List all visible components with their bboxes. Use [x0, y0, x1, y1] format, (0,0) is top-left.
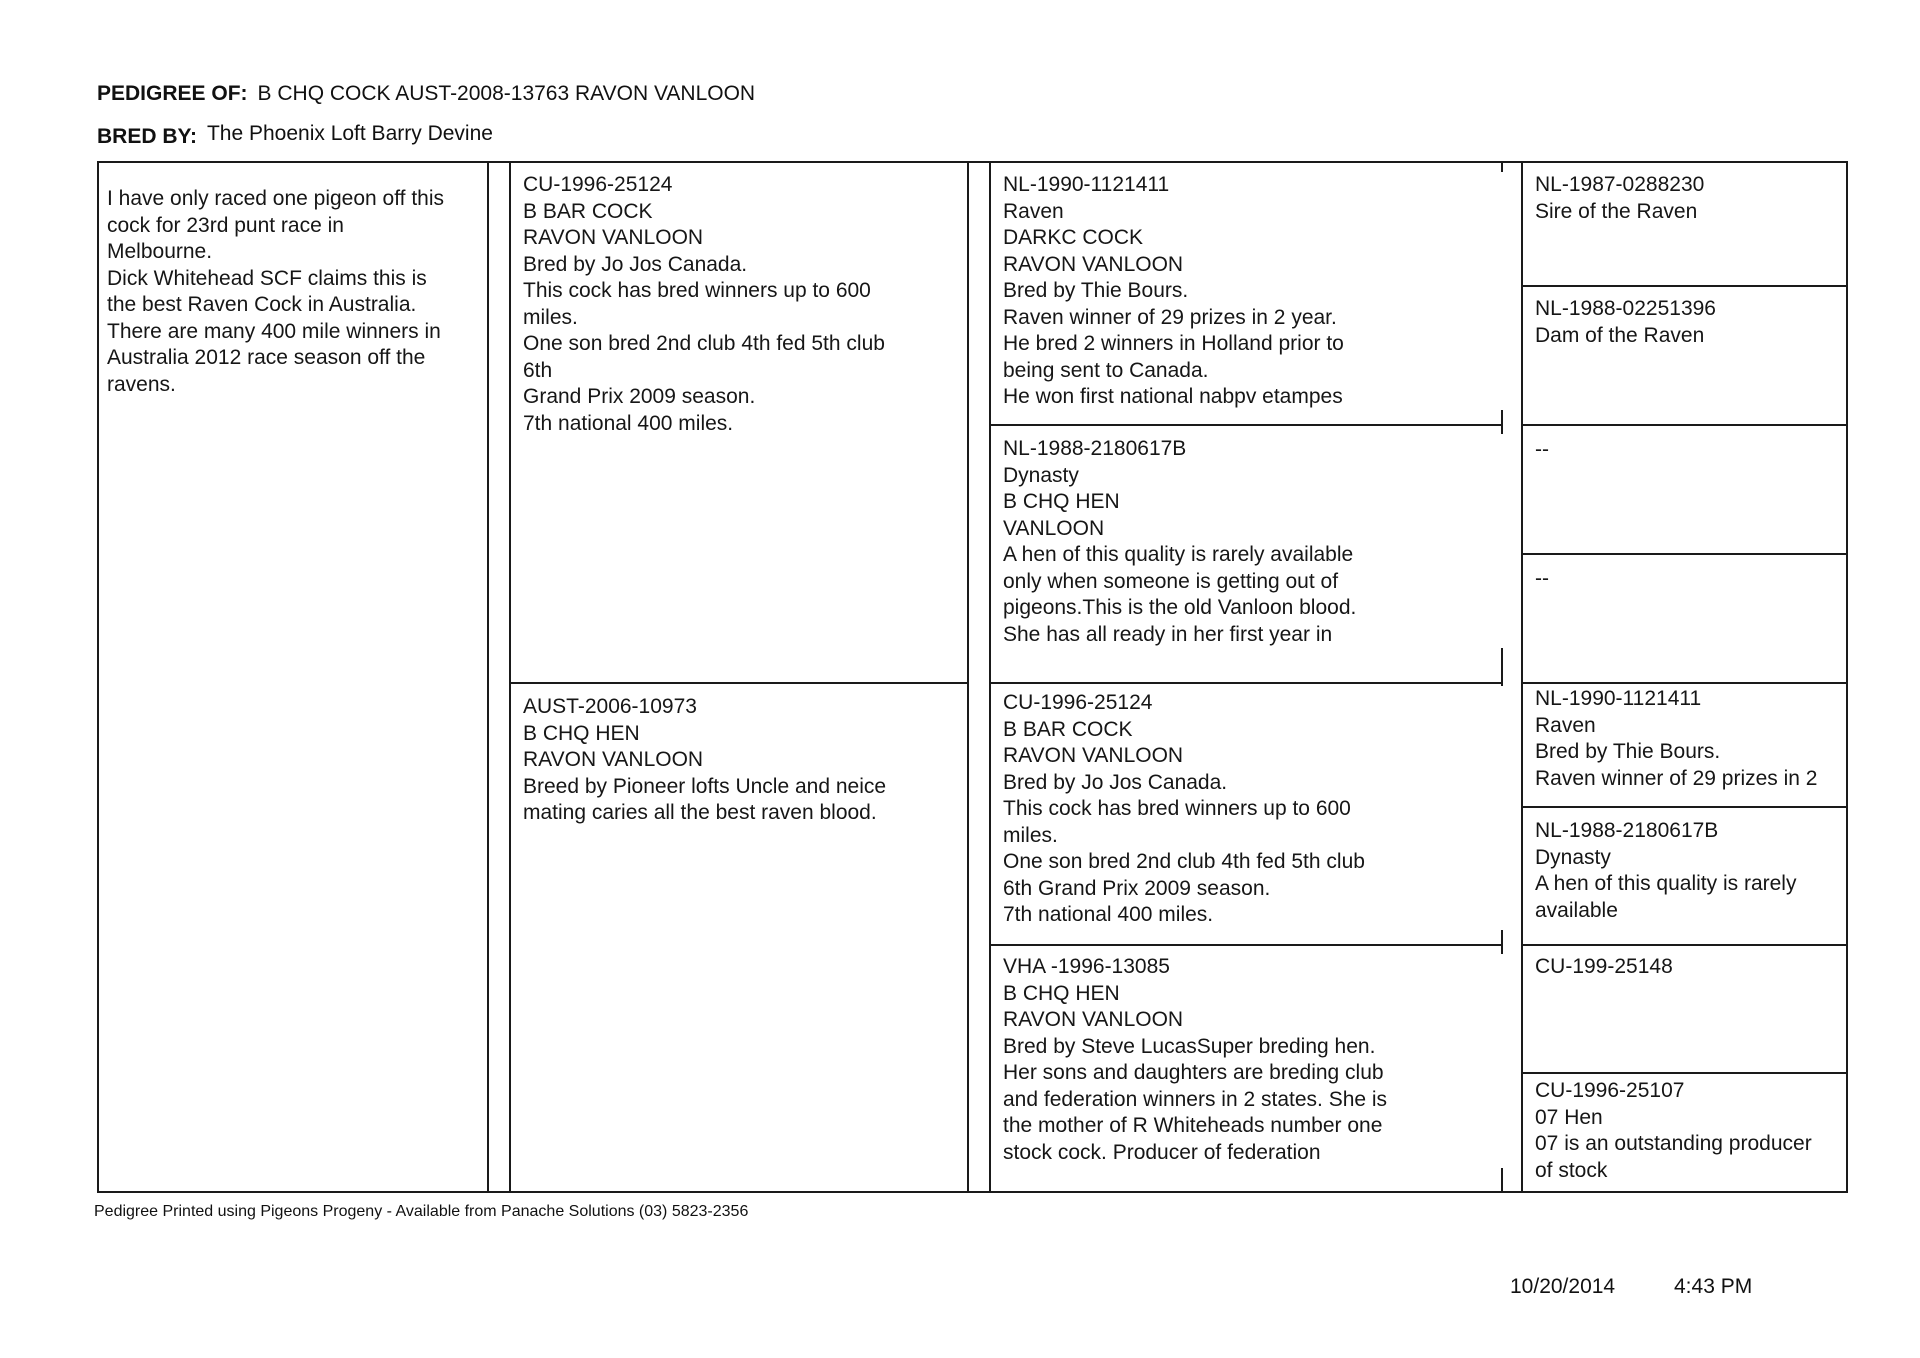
breeder-notes: I have only raced one pigeon off this cock for 23rd punt race in Melbourne. Dick Whitehead SCF claims this is the best Raven Cock in Australia. There are many 400 mile winners in Australia 2012 race season off the ravens.	[107, 187, 445, 396]
sire-sire-sire-cell: NL-1987-0288230 Sire of the Raven	[1535, 173, 1705, 223]
sire-dam-cell: NL-1988-2180617B Dynasty B CHQ HEN VANLOON A hen of this quality is rarely available only when someone is getting out of pigeons.This is the old Vanloon blood. She has all ready in her first year in	[1003, 437, 1357, 646]
print-time: 4:43 PM	[1674, 1275, 1753, 1298]
column-divider	[1501, 1168, 1503, 1192]
row-divider	[1521, 1072, 1847, 1074]
sire-sire-dam-cell: NL-1988-02251396 Dam of the Raven	[1535, 297, 1716, 347]
pedigree-header	[97, 81, 755, 107]
column-divider	[967, 162, 969, 1192]
column-divider	[989, 162, 991, 1192]
column-divider	[1501, 410, 1503, 434]
row-divider	[989, 682, 1501, 684]
pedigree-label: PEDIGREE OF:	[97, 82, 248, 105]
bred-by-value: The Phoenix Loft Barry Devine	[206, 122, 493, 145]
bred-by-label: BRED BY:	[97, 125, 197, 148]
row-divider	[1521, 285, 1847, 287]
row-divider	[989, 424, 1501, 426]
sire-dam-sire-cell: --	[1535, 438, 1549, 461]
bred-by-header	[97, 121, 493, 147]
sire-cell: CU-1996-25124 B BAR COCK RAVON VANLOON Bred by Jo Jos Canada. This cock has bred winners up to 600 miles. One son bred 2nd club 4th fed 5th club 6th Grand Prix 2009 season. 7th national 400 miles.	[523, 173, 885, 435]
row-divider	[1521, 682, 1847, 684]
row-divider	[509, 682, 968, 684]
pedigree-value: B CHQ COCK AUST-2008-13763 RAVON VANLOON	[257, 82, 756, 105]
print-date: 10/20/2014	[1510, 1275, 1616, 1298]
row-divider	[1521, 806, 1847, 808]
column-divider	[1501, 162, 1503, 172]
dam-sire-sire-cell: NL-1990-1121411 Raven Bred by Thie Bours. Raven winner of 29 prizes in 2	[1535, 687, 1818, 790]
column-divider	[509, 162, 511, 1192]
column-divider	[487, 162, 489, 1192]
column-divider	[1501, 648, 1503, 686]
column-divider	[1501, 930, 1503, 954]
sire-sire-cell: NL-1990-1121411 Raven DARKC COCK RAVON VANLOON Bred by Thie Bours. Raven winner of 29 prizes in 2 year. He bred 2 winners in Holland prior to being sent to Canada. He won first national nabpv etampes	[1003, 173, 1344, 408]
sire-dam-dam-cell: --	[1535, 567, 1549, 590]
row-divider	[1521, 944, 1847, 946]
dam-dam-cell: VHA -1996-13085 B CHQ HEN RAVON VANLOON Bred by Steve LucasSuper breding hen. Her sons and daughters are breding club and federation winners in 2 states. She is the mother of R Whiteheads number one stock cock. Producer of federation	[1003, 955, 1388, 1164]
dam-dam-sire-cell: CU-199-25148	[1535, 955, 1673, 978]
dam-sire-dam-cell: NL-1988-2180617B Dynasty A hen of this quality is rarely available	[1535, 819, 1797, 922]
row-divider	[1521, 424, 1847, 426]
row-divider	[1521, 553, 1847, 555]
column-divider	[1521, 162, 1523, 1192]
dam-sire-cell: CU-1996-25124 B BAR COCK RAVON VANLOON Bred by Jo Jos Canada. This cock has bred winners up to 600 miles. One son bred 2nd club 4th fed 5th club 6th Grand Prix 2009 season. 7th national 400 miles.	[1003, 691, 1365, 926]
dam-dam-dam-cell: CU-1996-25107 07 Hen 07 is an outstanding producer of stock	[1535, 1079, 1812, 1182]
row-divider	[989, 944, 1501, 946]
dam-cell: AUST-2006-10973 B CHQ HEN RAVON VANLOON Breed by Pioneer lofts Uncle and neice mating caries all the best raven blood.	[523, 695, 887, 824]
footer-credit: Pedigree Printed using Pigeons Progeny - Available from Panache Solutions (03) 5823-2356	[94, 1203, 749, 1220]
